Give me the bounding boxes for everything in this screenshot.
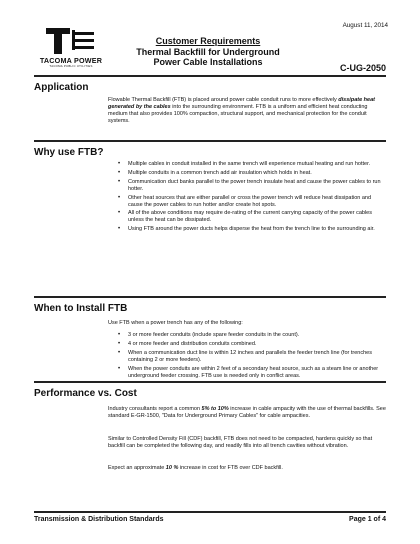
section-divider bbox=[34, 296, 386, 298]
list-item: • 4 or more feeder and distribution conduits combined. bbox=[118, 341, 386, 348]
tacoma-power-logo bbox=[34, 26, 108, 68]
section-heading-application: Application bbox=[34, 82, 89, 93]
performance-paragraph-3 bbox=[108, 465, 386, 472]
performance-text: Expect an approximate bbox=[108, 465, 166, 471]
page-number: Page 1 of 4 bbox=[349, 516, 386, 523]
document-date: August 11, 2014 bbox=[342, 22, 388, 29]
performance-text: Industry consultants report a common bbox=[108, 406, 202, 412]
when-intro: Use FTB when a power trench has any of the following: bbox=[108, 320, 243, 326]
list-item: • Communication duct banks parallel to the power trench insulate heat and cause the power cables to run hotter. bbox=[118, 179, 386, 193]
footer-divider bbox=[34, 511, 386, 513]
title-line-2: Thermal Backfill for Underground bbox=[136, 46, 280, 57]
performance-emphasis: 10 % bbox=[165, 465, 179, 471]
footer-left: Transmission & Distribution Standards bbox=[34, 516, 164, 523]
application-paragraph bbox=[108, 97, 386, 125]
when-list bbox=[118, 332, 386, 381]
section-heading-when: When to Install FTB bbox=[34, 303, 128, 314]
section-divider bbox=[34, 381, 386, 383]
list-item: • 3 or more feeder conduits (include spare feeder conduits in the count). bbox=[118, 332, 386, 339]
section-heading-why: Why use FTB? bbox=[34, 147, 104, 158]
org-subtitle: TACOMA PUBLIC UTILITIES bbox=[49, 64, 93, 68]
list-item: • Other heat sources that are either parallel or cross the power trench will reduce heat dissipation and cause the power cables to run hotter and/or create hot spots. bbox=[118, 195, 386, 209]
list-item: • Using FTB around the power ducts helps disperse the heat from the trench line to the surrounding air. bbox=[118, 226, 386, 233]
list-item: • Multiple cables in conduit installed in the same trench will experience mutual heating and run hotter. bbox=[118, 161, 386, 168]
performance-paragraph-2: Similar to Controlled Density Fill (CDF) backfill, FTB does not need to be compacted, hardens quickly so that backfill can be completed the following day, and readily fills into all trench cavities without vibration. bbox=[108, 436, 373, 449]
title-line-1: Customer Requirements bbox=[155, 36, 261, 46]
logo-mark-icon bbox=[44, 26, 98, 56]
application-text: Flowable Thermal Backfill (FTB) is placed around power cable conduit runs to more effectively bbox=[108, 97, 339, 103]
why-list bbox=[118, 161, 386, 235]
application-emphasis: dissipate heat generated by the cables bbox=[108, 97, 375, 110]
performance-paragraph-1 bbox=[108, 406, 386, 420]
document-id: C-UG-2050 bbox=[339, 63, 386, 73]
list-item: • Multiple conduits in a common trench add air insulation which holds in heat. bbox=[118, 170, 386, 177]
performance-text-cont: increase in cost for FTB over CDF backfill. bbox=[178, 465, 283, 471]
application-text-cont: into the surrounding environment. FTB is a uniform and efficient heat conducting medium that also provides 100% compaction, structural support, and mechanical protection for the conduit systems. bbox=[108, 103, 368, 124]
title-line-3: Power Cable Installations bbox=[153, 57, 263, 67]
org-name: TACOMA POWER bbox=[39, 56, 103, 65]
list-item: • When a communication duct line is within 12 inches and parallels the feeder trench line (for trenches containing 2 or more feeders). bbox=[118, 350, 386, 364]
performance-emphasis: 5% to 10% bbox=[201, 406, 229, 412]
header-divider bbox=[34, 75, 386, 77]
section-heading-performance: Performance vs. Cost bbox=[34, 388, 137, 399]
list-item: • When the power conduits are within 2 feet of a secondary heat source, such as a steam line or another underground feeder crossing. FTB use is needed only in conflict areas. bbox=[118, 366, 386, 380]
performance-text-cont: increase in cable ampacity with the use of thermal backfills. See standard E-GR-1500, "Data for Underground Primary Cables" for cable ampacities. bbox=[108, 406, 386, 419]
document-title bbox=[108, 36, 308, 68]
list-item: • All of the above conditions may require de-rating of the current carrying capacity of the power cables unless the heat can be dissipated. bbox=[118, 210, 386, 224]
section-divider bbox=[34, 140, 386, 142]
